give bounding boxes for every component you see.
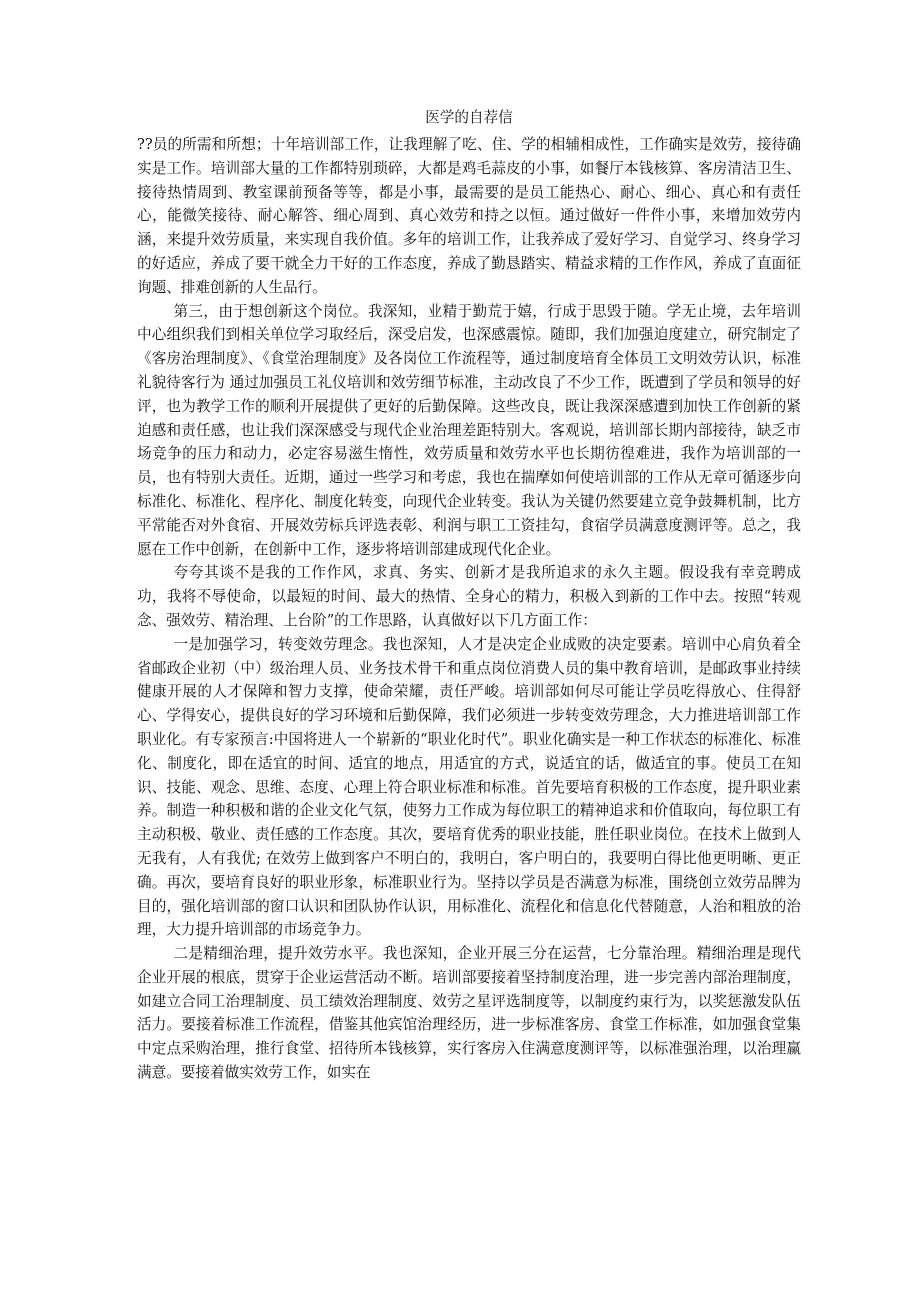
- paragraph-3: 夸夸其谈不是我的工作作风，求真、务实、创新才是我所追求的永久主题。假设我有幸竞聘成功，我将不辱使命，以最短的时间、最大的热情、全身心的精力，积极入到新的工作中去。按照“转观念、强效劳、精治理、上台阶”的工作思路，认真做好以下几方面工作：: [137, 564, 801, 629]
- paragraph-5: 二是精细治理，提升效劳水平。我也深知，企业开展三分在运营，七分靠治理。精细治理是现代企业开展的根底，贯穿于企业运营活动不断。培训部要接着坚持制度治理，进一步完善内部治理制度，如建立合同工治理制度、员工绩效治理制度、效劳之星评选制度等，以制度约束行为，以奖惩激发队伍活力。要接着标准工作流程，借鉴其他宾馆治理经历，进一步标准客房、食堂工作标准，如加强食堂集中定点采购治理，推行食堂、招待所本钱核算，实行客房入住满意度测评等，以标准强治理，以治理赢满意。要接着做实效劳工作，如实在: [137, 945, 801, 1082]
- paragraph-2: 第三，由于想创新这个岗位。我深知，业精于勤荒于嬉，行成于思毁于随。学无止境，去年培训中心组织我们到相关单位学习取经后，深受启发，也深感震惊。随即，我们加强迫度建立，研究制定了《客房治理制度》、《食堂治理制度》及各岗位工作流程等，通过制度培育全体员工文明效劳认识，标准礼貌待客行为 通过加强员工礼仪培训和效劳细节标准，主动改良了不少工作，既遭到了学员和领导的好评，也为教学工作的顺利开展提供了更好的后勤保障。这些改良，既让我深深感遭到加快工作创新的紧迫感和责任感，也让我们深深感受与现代企业治理差距特别大。客观说，培训部长期内部接待，缺乏市场竞争的压力和动力，必定容易滋生惰性，效劳质量和效劳水平也长期彷徨难进，我作为培训部的一员，也有特别大责任。近期，通过一些学习和考虑，我也在揣摩如何使培训部的工作从无章可循逐步向标准化、标准化、程序化、制度化转变，向现代企业转变。我认为关键仍然要建立竞争鼓舞机制，比方平常能否对外食宿、开展效劳标兵评选表彰、利润与职工工资挂勾，食宿学员满意度测评等。总之，我愿在工作中创新，在创新中工作，逐步将培训部建成现代化企业。: [137, 302, 801, 558]
- document-title: 医学的自荐信: [425, 109, 513, 126]
- paragraph-1: ??员的所需和所想；十年培训部工作，让我理解了吃、住、学的相辅相成性，工作确实是效劳，接待确实是工作。培训部大量的工作都特别琐碎，大都是鸡毛蒜皮的小事，如餐厅本钱核算、客房清洁卫生、接待热情周到、教室课前预备等等，都是小事，最需要的是员工能热心、耐心、细心、真心和有责任心，能微笑接待、耐心解答、细心周到、真心效劳和持之以恒。通过做好一件件小事，来增加效劳内涵，来提升效劳质量，来实现自我价值。多年的培训工作，让我养成了爱好学习、自觉学习、终身学习的好适应，养成了要干就全力干好的工作态度，养成了勤恳踏实、精益求精的工作作风，养成了直面征询题、排难创新的人生品行。: [137, 136, 801, 296]
- document-page: [137, 108, 801, 1085]
- paragraph-4: 一是加强学习，转变效劳理念。我也深知，人才是决定企业成败的决定要素。培训中心肩负着全省邮政企业初（中）级治理人员、业务技术骨干和重点岗位消费人员的集中教育培训，是邮政事业持续健康开展的人才保障和智力支撑，使命荣耀，责任严峻。培训部如何尽可能让学员吃得放心、住得舒心、学得安心，提供良好的学习环境和后勤保障，我们必须进一步转变效劳理念，大力推进培训部工作职业化。有专家预言:中国将进人一个崭新的“职业化时代”。职业化确实是一种工作状态的标准化、标准化、制度化，即在适宜的时间、适宜的地点，用适宜的方式，说适宜的话，做适宜的事。使员工在知识、技能、观念、思维、态度、心理上符合职业标准和标准。首先要培育积极的工作态度，提升职业素养。制造一种积极和谐的企业文化气氛，使努力工作成为每位职工的精神追求和价值取向，每位职工有主动积极、敬业、责任感的工作态度。其次，要培育优秀的职业技能，胜任职业岗位。在技术上做到人无我有，人有我优; 在效劳上做到客户不明白的，我明白，客户明白的，我要明白得比他更明晰、更正确。再次，要培育良好的职业形象，标准职业行为。坚持以学员是否满意为标准，围绕创立效劳品牌为目的，强化培训部的窗口认识和团队协作认识，用标准化、流程化和信息化代替随意，人治和粗放的治理，大力提升培训部的市场竞争力。: [137, 635, 801, 939]
